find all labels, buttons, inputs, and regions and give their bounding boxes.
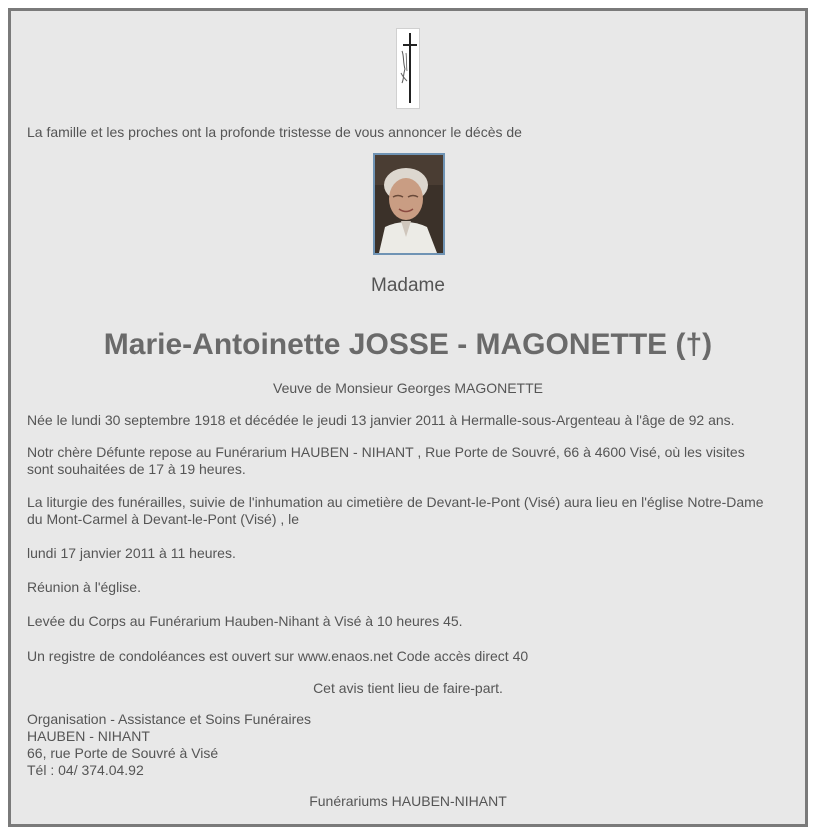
levee-text: Levée du Corps au Funérarium Hauben-Nihant à Visé à 10 heures 45. [27,613,463,629]
organisation-name: HAUBEN - NIHANT [27,728,150,744]
ceremony-date-text: lundi 17 janvier 2011 à 11 heures. [27,545,236,561]
notice-text: Cet avis tient lieu de faire-part. [313,680,503,696]
meeting-text: Réunion à l'église. [27,579,141,595]
organisation-line: Organisation - Assistance et Soins Funéraires [27,711,312,727]
born-died-text: Née le lundi 30 septembre 1918 et décédée le jeudi 13 janvier 2011 à Hermalle-sous-Argenteau à l'âge de 92 ans. [27,412,735,428]
deceased-portrait-photo [373,153,445,255]
honorific: Madame [371,275,445,296]
organisation-address: 66, rue Porte de Souvré à Visé [27,745,219,761]
register-text: Un registre de condoléances est ouvert sur www.enaos.net Code accès direct 40 [27,648,529,664]
intro-text: La famille et les proches ont la profonde tristesse de vous annoncer le décès de [27,124,522,140]
footer-signature: Funérariums HAUBEN-NIHANT [309,793,507,809]
liturgy-text: La liturgie des funérailles, suivie de l'inhumation au cimetière de Devant-le-Pont (Visé) aura lieu en l'église Notre-Dame du Mont-Carmel à Devant-le-Pont (Visé) , le [27,494,764,527]
organisation-phone: Tél : 04/ 374.04.92 [27,762,144,778]
obituary-card [8,8,808,827]
deceased-name: Marie-Antoinette JOSSE - MAGONETTE (†) [103,328,713,361]
rest-text: Notr chère Défunte repose au Funérarium HAUBEN - NIHANT , Rue Porte de Souvré, 66 à 4600 Visé, où les visites sont souhaitées de 17 à 19 heures. [27,444,745,477]
crucifix-icon [396,28,420,109]
relation-text: Veuve de Monsieur Georges MAGONETTE [273,380,543,396]
